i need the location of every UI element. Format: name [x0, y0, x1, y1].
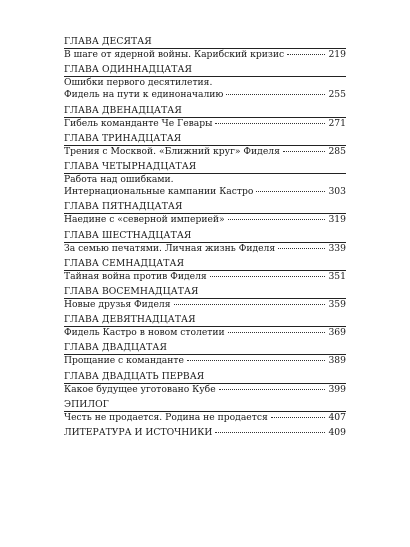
chapter-heading: ГЛАВА ДЕСЯТАЯ	[64, 36, 346, 49]
dot-leader	[283, 151, 326, 152]
page-number: 303	[328, 186, 346, 198]
chapter-title-row	[64, 355, 346, 367]
chapter-title-line: Работа над ошибками.	[64, 174, 174, 186]
chapter-heading: ГЛАВА ДЕВЯТНАДЦАТАЯ	[64, 314, 346, 327]
dot-leader	[256, 191, 325, 192]
chapter-heading: ГЛАВА ДВАДЦАТЬ ПЕРВАЯ	[64, 371, 346, 384]
dot-leader	[278, 248, 325, 249]
chapter-title-row	[64, 427, 346, 439]
chapter-title: Прощание с команданте	[64, 355, 184, 367]
page-number: 319	[328, 214, 346, 226]
toc-entry	[64, 201, 346, 226]
dot-leader	[210, 276, 326, 277]
toc-entry	[64, 427, 346, 439]
page-number: 369	[328, 327, 346, 339]
page-number: 407	[328, 411, 346, 423]
chapter-title: За семью печатями. Личная жизнь Фиделя	[64, 242, 276, 254]
toc-entry	[64, 314, 346, 339]
chapter-heading: ГЛАВА ТРИНАДЦАТАЯ	[64, 133, 346, 146]
dot-leader	[226, 94, 325, 95]
chapter-title-row	[64, 243, 346, 255]
chapter-title-row	[64, 271, 346, 283]
page-number: 285	[328, 145, 346, 157]
toc-entry	[64, 161, 346, 198]
dot-leader	[228, 219, 326, 220]
chapter-title-row	[64, 89, 346, 101]
chapter-heading: ГЛАВА ЧЕТЫРНАДЦАТАЯ	[64, 161, 346, 174]
dot-leader	[187, 360, 326, 361]
page-number: 339	[328, 242, 346, 254]
dot-leader	[228, 332, 326, 333]
chapter-title-row	[64, 118, 346, 130]
toc-entry	[64, 371, 346, 396]
chapter-title: Фидель на пути к единоначалию	[64, 89, 224, 101]
page-number: 389	[328, 355, 346, 367]
toc-entry	[64, 399, 346, 424]
toc-entry	[64, 258, 346, 283]
toc-entry	[64, 133, 346, 158]
dot-leader	[174, 304, 326, 305]
toc-entry	[64, 230, 346, 255]
page-number: 219	[328, 49, 346, 60]
toc-entry	[64, 342, 346, 367]
chapter-title-row	[64, 384, 346, 396]
toc-entry	[64, 105, 346, 130]
toc-entry	[64, 64, 346, 101]
chapter-heading: ЭПИЛОГ	[64, 399, 346, 412]
chapter-heading: ГЛАВА ШЕСТНАДЦАТАЯ	[64, 230, 346, 243]
page-number: 399	[328, 383, 346, 395]
chapter-heading: ГЛАВА ДВАДЦАТАЯ	[64, 342, 346, 355]
chapter-title-row	[64, 327, 346, 339]
dot-leader	[287, 54, 325, 55]
chapter-title-row	[64, 412, 346, 424]
chapter-title: В шаге от ядерной войны. Карибский кризис	[64, 49, 285, 60]
page-number: 409	[328, 427, 346, 439]
chapter-title-row	[64, 299, 346, 311]
page-number: 271	[328, 117, 346, 129]
dot-leader	[219, 389, 326, 390]
chapter-title-row	[64, 49, 346, 61]
chapter-heading: ГЛАВА СЕМНАДЦАТАЯ	[64, 258, 346, 271]
dot-leader	[215, 123, 325, 124]
chapter-heading: ГЛАВА ВОСЕМНАДЦАТАЯ	[64, 286, 346, 299]
dot-leader	[271, 417, 326, 418]
chapter-title: Честь не продается. Родина не продается	[64, 411, 268, 423]
chapter-heading: ГЛАВА ДВЕНАДЦАТАЯ	[64, 105, 346, 118]
page-number: 351	[328, 270, 346, 282]
chapter-heading: ГЛАВА ОДИННАДЦАТАЯ	[64, 64, 346, 77]
chapter-title: Фидель Кастро в новом столетии	[64, 327, 225, 339]
chapter-heading: ГЛАВА ПЯТНАДЦАТАЯ	[64, 201, 346, 214]
table-of-contents	[64, 36, 346, 442]
toc-entry	[64, 36, 346, 61]
chapter-title: Какое будущее уготовано Кубе	[64, 383, 216, 395]
chapter-title-row	[64, 146, 346, 158]
chapter-title: ЛИТЕРАТУРА И ИСТОЧНИКИ	[64, 427, 213, 439]
chapter-title: Гибель команданте Че Гевары	[64, 117, 213, 129]
page-number: 359	[328, 299, 346, 311]
chapter-title-line: Ошибки первого десятилетия.	[64, 77, 213, 89]
chapter-title: Наедине с «северной империей»	[64, 214, 225, 226]
chapter-title: Новые друзья Фиделя	[64, 299, 171, 311]
page-number: 255	[328, 89, 346, 101]
toc-entry	[64, 286, 346, 311]
chapter-title: Трения с Москвой. «Ближний круг» Фиделя	[64, 145, 280, 157]
chapter-title: Тайная война против Фиделя	[64, 270, 207, 282]
chapter-title-row	[64, 214, 346, 226]
chapter-title: Интернациональные кампании Кастро	[64, 186, 254, 198]
chapter-title-row	[64, 186, 346, 198]
dot-leader	[215, 432, 325, 433]
